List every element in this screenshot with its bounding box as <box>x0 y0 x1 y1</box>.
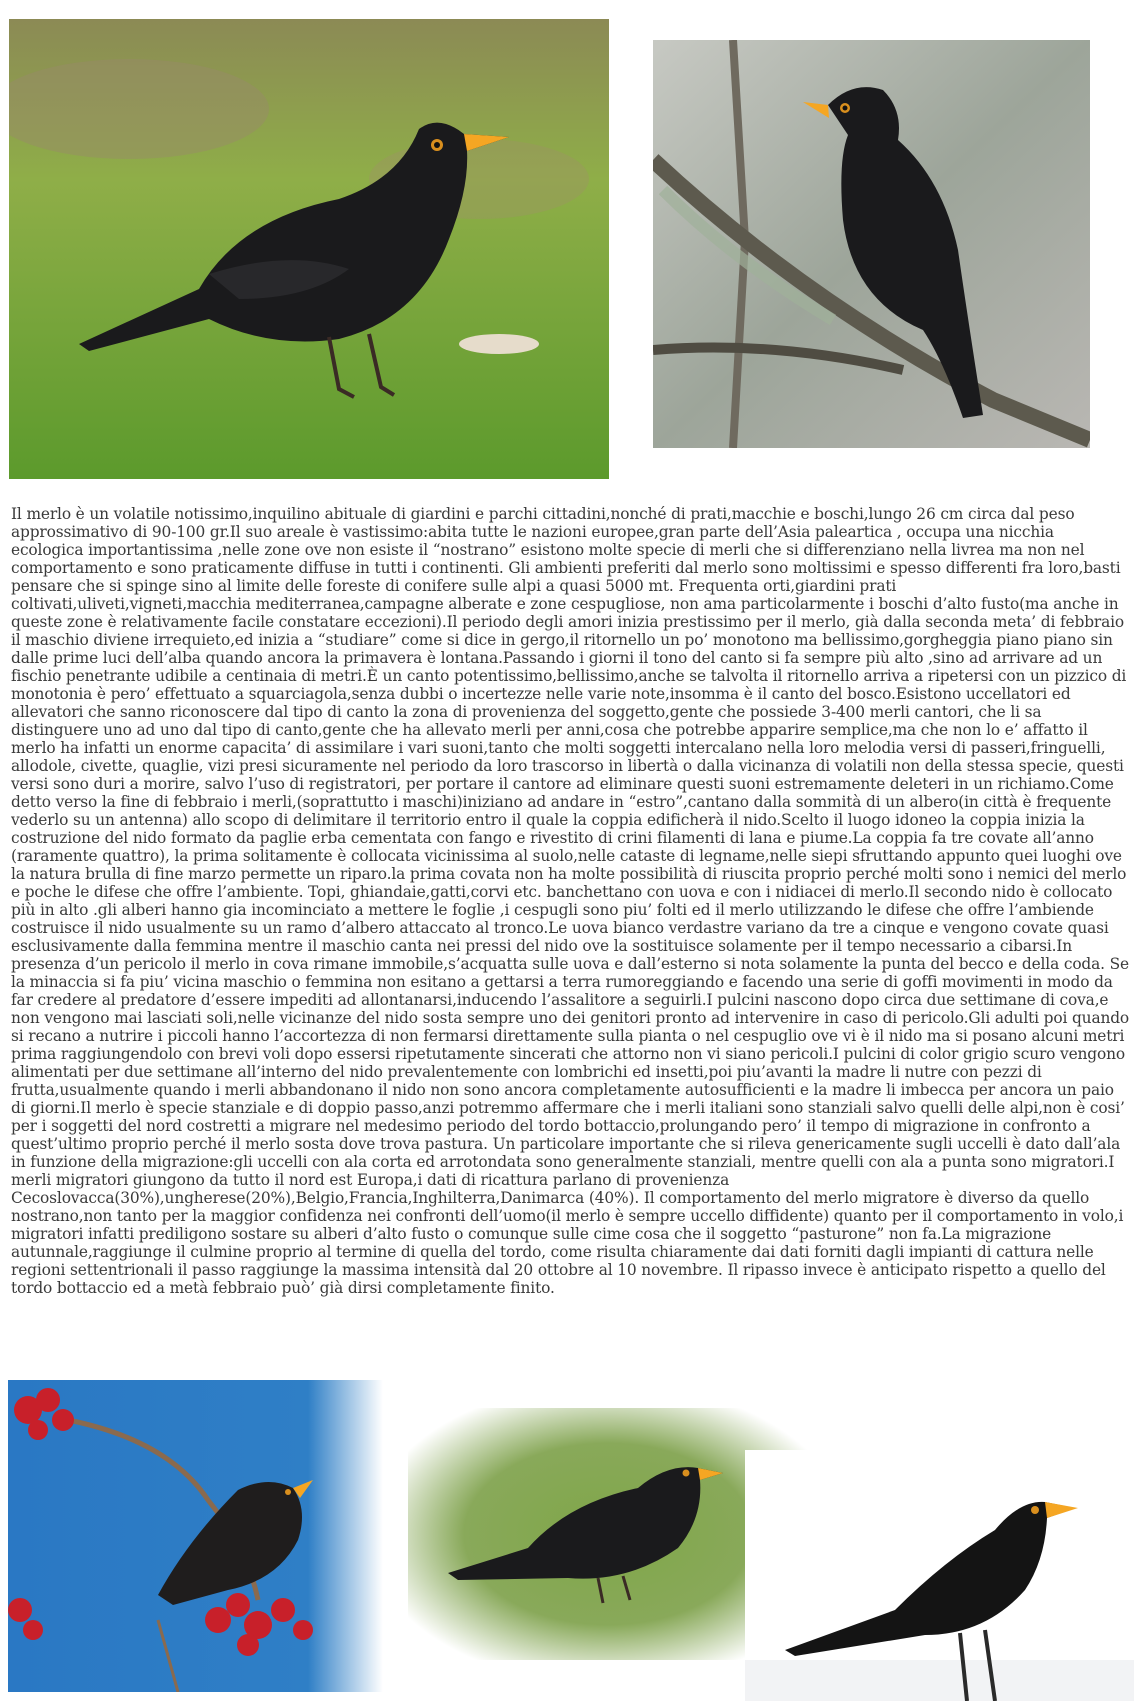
blackbird-on-branch-photo <box>653 40 1090 448</box>
blackbird-on-grass-photo <box>9 19 609 479</box>
blackbird-white-background-photo <box>745 1450 1134 1701</box>
blackbird-with-berries-photo <box>8 1380 383 1692</box>
article-text: Il merlo è un volatile notissimo,inquilino abituale di giardini e parchi cittadini,nonché di prati,macchie e boschi,lungo 26 cm circa dal peso approssimativo di 90-100 gr.Il suo areale è vastissimo:abita tutte le nazioni europee,gran parte dell’Asia paleartica , occupa una nicchia ecologica importantissima ,nelle zone ove non esiste il “nostrano” esistono molte specie di merli che si differenziano nella livrea ma non nel comportamento e sono praticamente diffuse in tutti i continenti. Gli ambienti preferiti dal merlo sono moltissimi e spesso differenti fra loro,basti pensare che si spinge sino al limite delle foreste di conifere sulle alpi a quasi 5000 mt. Frequenta orti,giardini prati coltivati,uliveti,vigneti,macchia mediterranea,campagne alberate e zone cespugliose, non ama particolarmente i boschi d’alto fusto(ma anche in queste zone è relativamente facile constatare eccezioni).Il periodo degli amori inizia prestissimo per il merlo, già dalla seconda meta’ di febbraio il maschio diviene irrequieto,ed inizia a “studiare” come si dice in gergo,il ritornello un po’ monotono ma bellissimo,gorgheggia piano piano sin dalle prime luci dell’alba quando ancora la primavera è lontana.Passando i giorni il tono del canto si fa sempre più alto ,sino ad arrivare ad un fischio penetrante udibile a centinaia di metri.È un canto potentissimo,bellissimo,anche se talvolta il ritornello arriva a ripetersi con un pizzico di monotonia è pero’ effettuato a squarciagola,senza dubbi o incertezze nelle varie note,insomma è il canto del bosco.Esistono uccellatori ed allevatori che sanno riconoscere dal tipo di canto la zona di provenienza del soggetto,gente che possiede 3-400 merli cantori, che li sa distinguere uno ad uno dal tipo di canto,gente che ha allevato merli per anni,cosa che potrebbe apparire semplice,ma che non lo e’ affatto il merlo ha infatti un enorme capacita’ di assimilare i vari suoni,tanto che molti soggetti intercalano nella loro melodia versi di passeri,fringuelli, allodole, civette, quaglie, vizi presi sicuramente nel periodo da loro trascorso in libertà o dalla vicinanza di volatili non della stessa specie, questi versi sono duri a morire, salvo l’uso di registratori, per portare il cantore ad eliminare questi suoni estremamente deleteri in un richiamo.Come detto verso la fine di febbraio i merli,(soprattutto i maschi)iniziano ad andare in “estro”,cantano dalla sommità di un albero(in città è frequente vederlo su un antenna) allo scopo di delimitare il territorio entro il quale la coppia edificherà il nido.Scelto il luogo idoneo la coppia inizia la costruzione del nido formato da paglie erba cementata con fango e rivestito di crini filamenti di lana e piume.La coppia fa tre covate all’anno (raramente quattro), la prima solitamente è collocata vicinissima al suolo,nelle cataste di legname,nelle siepi sfruttando appunto quei luoghi ove la natura brulla di fine marzo permette un riparo.la prima covata non ha molte possibilità di riuscita proprio perché molti sono i nemici del merlo e poche le difese che offre l’ambiente. Topi, ghiandaie,gatti,corvi etc. banchettano con uova e con i nidiacei di merlo.Il secondo nido è collocato più in alto .gli alberi hanno gia incominciato a mettere le foglie ,i cespugli sono piu’ folti ed il merlo utilizzando le difese che offre l’ambiende costruisce il nido usualmente su un ramo d’albero attaccato al tronco.Le uova bianco verdastre variano da tre a cinque e vengono covate quasi esclusivamente dalla femmina mentre il maschio canta nei pressi del nido ove la sostituisce solamente per il tempo necessario a cibarsi.In presenza d’un pericolo il merlo in cova rimane immobile,s’acquatta sulle uova e dall’esterno si nota solamente la punta del becco e della coda. Se la minaccia si fa piu’ vicina maschio o femmina non esitano a gettarsi a terra rumoreggiando e facendo una serie di goffi movimenti in modo da far credere al predatore d’essere impediti ad allontanarsi,inducendo l’assalitore a seguirli.I pulcini nascono dopo circa due settimane di cova,e non vengono mai lasciati soli,nelle vicinanze del nido sosta sempre uno dei genitori pronto ad intervenire in caso di pericolo.Gli adulti poi quando si recano a nutrire i piccoli hanno l’accortezza di non fermarsi direttamente sulla pianta o nel cespuglio ove vi è il nido ma si posano alcuni metri prima raggiungendolo con brevi voli dopo essersi ripetutamente sincerati che attorno non vi siano pericoli.I pulcini di color grigio scuro vengono alimentati per due settimane all’interno del nido prevalentemente con lombrichi ed insetti,poi piu’avanti la madre li nutre con pezzi di frutta,usualmente quando i merli abbandonano il nido non sono ancora completamente autosufficienti e la madre li imbecca per ancora un paio di giorni.Il merlo è specie stanziale e di doppio passo,anzi potremmo affermare che i merli italiani sono stanziali salvo quelli delle alpi,non è cosi’ per i soggetti del nord costretti a migrare nel medesimo periodo del tordo bottaccio,prolungando pero’ il tempo di migrazione in confronto a quest’ultimo proprio perché il merlo sosta dove trova pastura. Un particolare importante che si rileva genericamente sugli uccelli è dato dall’ala in funzione della migrazione:gli uccelli con ala corta ed arrotondata sono generalmente stanziali, mentre quelli con ala a punta sono migratori.I merli migratori giungono da tutto il nord est Europa,i dati di ricattura parlano di provenienza Cecoslovacca(30%),ungherese(20%),Belgio,Francia,Inghilterra,Danimarca (40%). Il comportamento del merlo migratore è diverso da quello nostrano,non tanto per la maggior confidenza nei confronti dell’uomo(il merlo è sempre uccello diffidente) quanto per il comportamento in volo,i migratori infatti prediligono sostare su alberi d’alto fusto o comunque sulle cime cosa che il soggetto “pasturone” non fa.La migrazione autunnale,raggiunge il culmine proprio al termine di quella del tordo, come risulta chiaramente dai dati forniti dagli impianti di cattura nelle regioni settentrionali il passo raggiunge la massima intensità dal 20 ottobre al 10 novembre. Il ripasso invece è anticipato rispetto a quello del tordo bottaccio ed a metà febbraio può’ già dirsi completamente finito. <box>11 505 1130 1297</box>
